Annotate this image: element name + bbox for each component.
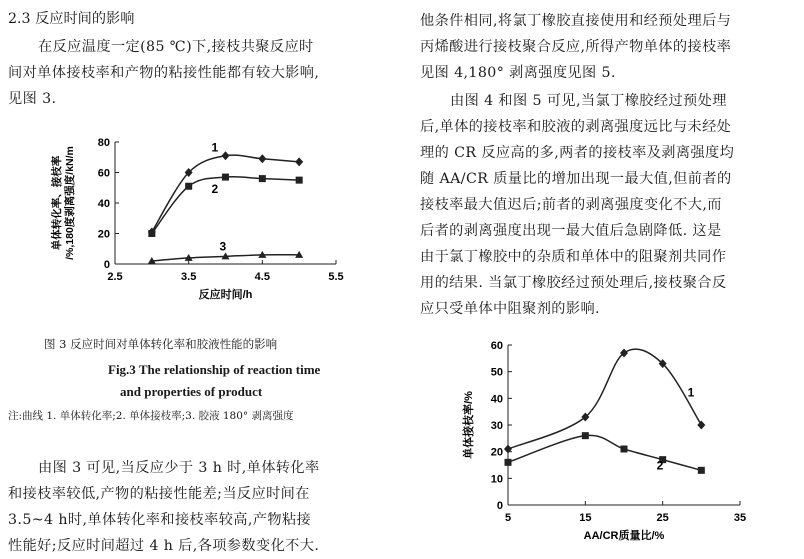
- right-line: 由于氯丁橡胶中的杂质和单体中的阻聚剂共同作: [420, 249, 727, 265]
- y-tick-label: 0: [496, 500, 503, 512]
- y-axis-label-line-1: 单体转化率、接枝率: [51, 155, 63, 251]
- x-tick-label: 5: [504, 512, 512, 524]
- x-tick-label: 25: [656, 512, 669, 524]
- y-tick-label: 0: [103, 259, 110, 271]
- data-point-series-2: [505, 459, 512, 466]
- x-tick-label: 5.5: [328, 271, 344, 283]
- intro-line: 间对单体接枝率和产物的粘接性能都有较大影响,: [8, 65, 320, 81]
- y-axis-label: 单体接枝率/%: [463, 391, 475, 459]
- series-label-3: 3: [219, 239, 227, 254]
- x-tick-label: 4.5: [254, 271, 270, 283]
- series-label-2: 2: [656, 458, 664, 473]
- data-point-series-2: [698, 467, 705, 474]
- y-tick-label: 30: [490, 420, 503, 432]
- right-line: 他条件相同,将氯丁橡胶直接使用和经预处理后与: [420, 13, 732, 29]
- y-tick-label: 40: [97, 198, 110, 210]
- figure-3-note: 注:曲线 1. 单体转化率;2. 单体接枝率;3. 胶液 180° 剥离强度: [8, 410, 294, 422]
- right-line: 接枝率最大值迟后;前者的剥离强度变化不大,而: [420, 197, 722, 213]
- y-tick-label: 20: [97, 228, 110, 241]
- intro-line: 在反应温度一定(85 ℃)下,接枝共聚反应时: [38, 39, 314, 55]
- y-tick-label: 40: [490, 393, 503, 406]
- data-point-series-2: [259, 175, 266, 182]
- right-line: 丙烯酸进行接枝聚合反应,所得产物单体的接枝率: [420, 39, 732, 55]
- right-line: 应只受单体中阻聚剂的影响.: [420, 301, 600, 317]
- right-line: 见图 4,180° 剥离强度见图 5.: [420, 65, 616, 81]
- y-tick-label: 80: [97, 137, 110, 149]
- right-line: 后,单体的接枝率和胶液的剥离强度远比与未经处: [420, 119, 732, 135]
- right-line: 由图 4 和图 5 可见,当氯丁橡胶经过预处理: [450, 93, 727, 109]
- x-tick-label: 2.5: [107, 271, 123, 283]
- y-tick-label: 60: [97, 167, 110, 180]
- intro-line: 见图 3.: [8, 91, 57, 107]
- right-line: 随 AA/CR 质量比的增加出现一最大值,但前者的: [420, 171, 732, 187]
- data-point-series-1: [258, 154, 266, 163]
- data-point-series-2: [621, 446, 628, 453]
- data-point-series-2: [222, 174, 229, 181]
- x-tick-label: 3.5: [181, 271, 197, 283]
- data-point-series-2: [582, 432, 589, 439]
- right-line: 后者的剥离强度出现一最大值后急剧降低. 这是: [420, 223, 722, 239]
- right-line: 理的 CR 反应高的多,两者的接枝率及剥离强度均: [420, 145, 735, 161]
- data-point-series-2: [296, 177, 303, 184]
- series-label-1: 1: [687, 385, 695, 400]
- right-line: 用的结果. 当氯丁橡胶经过预处理后,接枝聚合反: [420, 275, 727, 291]
- data-point-series-1: [295, 157, 303, 166]
- series-line-1: [508, 349, 701, 449]
- right-paragraph-1: [420, 8, 804, 86]
- discussion-line: 由图 3 可见,当反应少于 3 h 时,单体转化率: [38, 460, 320, 476]
- discussion-line: 和接枝率较低,产物的粘接性能差;当反应时间在: [8, 486, 310, 502]
- y-tick-label: 60: [490, 340, 503, 352]
- series-label-1: 1: [211, 140, 219, 155]
- right-paragraph-2: [420, 88, 804, 322]
- y-axis-label-line-2: /%,180度剥离强度/kN/m: [64, 146, 76, 260]
- y-tick-label: 50: [490, 366, 503, 379]
- series-label-2: 2: [211, 182, 219, 197]
- figure-4-chart: [458, 335, 758, 557]
- series-line-2: [152, 177, 299, 234]
- data-point-series-1: [697, 421, 705, 430]
- data-point-series-1: [222, 151, 230, 160]
- figure-3-caption-cn: 图 3 反应时间对单体转化率和胶液性能的影响: [44, 337, 278, 351]
- x-axis-label: AA/CR质量比/%: [583, 530, 665, 542]
- x-tick-label: 35: [733, 512, 747, 524]
- y-tick-label: 20: [490, 446, 503, 459]
- figure-3-discussion: [8, 455, 394, 559]
- figure-4-plot-area: [461, 340, 746, 542]
- discussion-line: 3.5~4 h时,单体转化率和接枝率较高,产物粘接: [8, 512, 312, 528]
- x-axis-label: 反应时间/h: [198, 289, 253, 301]
- series-line-2: [508, 435, 701, 470]
- series-line-1: [152, 155, 299, 232]
- figure-3-caption-en-2: and properties of product: [120, 384, 263, 399]
- figure-3-caption-en-1: Fig.3 The relationship of reaction time: [108, 362, 321, 377]
- x-tick-label: 15: [579, 512, 592, 524]
- section-heading: 2.3 反应时间的影响: [8, 11, 135, 27]
- data-point-series-2: [185, 183, 192, 190]
- y-tick-label: 10: [490, 473, 503, 486]
- figure-3-chart: [40, 128, 370, 308]
- figure-3-plot-area: [50, 137, 344, 301]
- discussion-line: 性能好;反应时间超过 4 h 后,各项参数变化不大.: [8, 538, 320, 554]
- intro-paragraph: [8, 34, 394, 112]
- data-point-series-2: [148, 230, 155, 237]
